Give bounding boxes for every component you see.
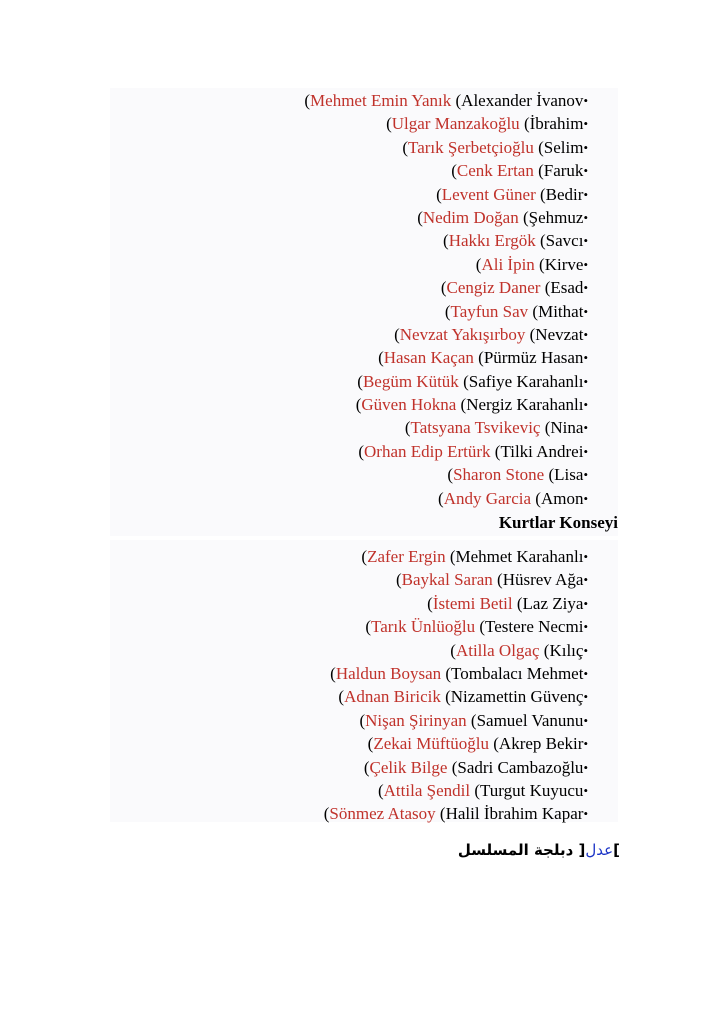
bullet-icon: • <box>583 443 588 459</box>
actor-name-link[interactable]: Haldun Boysan <box>335 663 442 683</box>
cast-list-main <box>304 89 588 510</box>
role-name: Lisa <box>554 465 584 485</box>
role-name: Laz Ziya <box>522 593 584 613</box>
role-name: Nina <box>550 418 584 438</box>
cast-list-item: (Sönmez Atasoy (Halil İbrahim Kapar• <box>323 804 588 824</box>
role-name: Turgut Kuyucu <box>480 780 584 800</box>
cast-list-item: (Cenk Ertan (Faruk• <box>451 161 588 181</box>
role-name: Testere Necmi <box>485 617 584 637</box>
cast-list-item: (Sharon Stone (Lisa• <box>447 465 588 485</box>
bullet-icon: • <box>583 619 588 635</box>
cast-list-item: (Haldun Boysan (Tombalacı Mehmet• <box>330 663 588 683</box>
role-name: Kirve <box>544 254 584 274</box>
cast-list-item: (Çelik Bilge (Sadri Cambazoğlu• <box>363 757 588 777</box>
bullet-icon: • <box>583 326 588 342</box>
open-paren: ( <box>443 231 449 251</box>
actor-name-link[interactable]: Hasan Kaçan <box>383 348 474 368</box>
bullet-icon: • <box>583 595 588 611</box>
open-paren: ( <box>396 570 402 590</box>
bullet-icon: • <box>583 467 588 483</box>
bullet-icon: • <box>583 163 588 179</box>
role-name: Akrep Bekir <box>498 734 584 754</box>
dubbing-heading-text: دبلجة المسلسل <box>457 841 574 859</box>
cast-list-item: (Attila Şendil (Turgut Kuyucu• <box>377 780 588 800</box>
cast-list-item: (Mehmet Emin Yanık (Alexander İvanov• <box>304 91 588 110</box>
cast-list-item: (Tayfun Sav (Mithat• <box>444 301 588 321</box>
cast-list-item: (Nişan Şirinyan (Samuel Vanunu• <box>359 710 588 730</box>
bullet-icon: • <box>583 116 588 132</box>
bullet-icon: • <box>583 350 588 366</box>
actor-name-link[interactable]: Hakkı Ergök <box>448 231 536 251</box>
actor-name-link[interactable]: Tarık Şerbetçioğlu <box>408 137 534 157</box>
open-paren: ( <box>427 593 433 613</box>
cast-list-item: (Ali İpin (Kirve• <box>475 254 588 274</box>
cast-list-item: (Güven Hokna (Nergiz Karahanlı• <box>355 395 588 415</box>
bullet-icon: • <box>583 689 588 705</box>
open-paren: ( <box>304 91 311 110</box>
open-paren: ( <box>361 547 368 566</box>
actor-name-link[interactable]: Zekai Müftüoğlu <box>373 734 489 754</box>
cast-list-item: (Levent Güner (Bedir• <box>436 184 588 204</box>
actor-name-link[interactable]: Tarık Ünlüoğlu <box>371 617 476 637</box>
open-paren: ( <box>355 395 362 415</box>
role-name: Sadri Cambazoğlu <box>457 757 584 777</box>
role-name: Faruk <box>543 161 584 181</box>
actor-name-link[interactable]: Tayfun Sav <box>450 301 529 321</box>
bullet-icon: • <box>583 303 588 319</box>
role-name: Nevzat <box>535 324 584 344</box>
role-name: Esad <box>550 278 584 298</box>
open-paren: ( <box>394 324 400 344</box>
bullet-icon: • <box>583 373 588 389</box>
actor-name-link[interactable]: Güven Hokna <box>361 395 457 415</box>
cast-list-item: (Cengiz Daner (Esad• <box>440 278 588 298</box>
role-name: Bedir <box>545 184 584 204</box>
actor-name-link[interactable]: Ulgar Manzakoğlu <box>391 114 520 134</box>
bullet-icon: • <box>583 420 588 436</box>
actor-name-link[interactable]: Levent Güner <box>441 184 536 204</box>
cast-list-item: (Baykal Saran (Hüsrev Ağa• <box>396 570 588 590</box>
actor-name-link[interactable]: Mehmet Emin Yanık <box>310 91 452 110</box>
cast-list-item: (Adnan Biricik (Nizamettin Güvenç• <box>338 687 588 707</box>
cast-list-item: (Nevzat Yakışırboy (Nevzat• <box>394 324 588 344</box>
cast-list-item: (Tarık Ünlüoğlu (Testere Necmi• <box>365 617 588 637</box>
bullet-icon: • <box>583 549 588 564</box>
actor-name-link[interactable]: Sharon Stone <box>453 465 545 485</box>
cast-list-item: (Nedim Doğan (Şehmuz• <box>417 207 588 227</box>
bullet-icon: • <box>583 759 588 775</box>
open-paren: ( <box>402 137 409 157</box>
open-paren: ( <box>377 780 384 800</box>
bullet-icon: • <box>583 712 588 728</box>
open-paren: ( <box>386 114 392 134</box>
actor-name-link[interactable]: Baykal Saran <box>401 570 493 590</box>
actor-name-link[interactable]: Atilla Olgaç <box>455 640 540 660</box>
actor-name-link[interactable]: Çelik Bilge <box>369 757 448 777</box>
role-name: Tombalacı Mehmet <box>451 663 584 683</box>
open-paren: ( <box>378 348 384 368</box>
bullet-icon: • <box>583 186 588 202</box>
open-paren: ( <box>330 663 336 683</box>
role-name: Kılıç <box>549 640 584 660</box>
cast-list-item: (Andy Garcia (Amon• <box>438 488 588 508</box>
bullet-icon: • <box>583 209 588 225</box>
open-paren: ( <box>417 207 423 227</box>
actor-name-link[interactable]: Ali İpin <box>481 254 535 274</box>
cast-list-kurtlar-konseyi <box>324 545 588 826</box>
open-paren: ( <box>475 254 482 274</box>
cast-list-item: (Zekai Müftüoğlu (Akrep Bekir• <box>367 734 588 754</box>
bullet-icon: • <box>583 572 588 588</box>
role-name: Selim <box>543 137 584 157</box>
open-paren: ( <box>357 371 363 391</box>
role-name: Pürmüz Hasan <box>483 348 584 368</box>
role-name: İbrahim <box>529 114 584 134</box>
open-paren: ( <box>436 184 442 204</box>
role-name: Halil İbrahim Kapar <box>445 804 584 824</box>
role-name: Mithat <box>538 301 584 321</box>
bullet-icon: • <box>583 397 588 413</box>
actor-name-link[interactable]: Attila Şendil <box>383 780 471 800</box>
cast-list-item: (İstemi Betil (Laz Ziya• <box>427 593 588 613</box>
actor-name-link[interactable]: Cengiz Daner <box>446 278 541 298</box>
role-name: Nizamettin Güvenç <box>450 687 584 707</box>
open-paren: ( <box>367 734 374 754</box>
bullet-icon: • <box>583 139 588 155</box>
role-name: Amon <box>540 488 584 508</box>
role-name: Nergiz Karahanlı <box>466 395 584 415</box>
bullet-icon: • <box>583 280 588 296</box>
role-name: Alexander İvanov <box>461 91 584 110</box>
actor-name-link[interactable]: Nişan Şirinyan <box>365 710 467 730</box>
cast-list-item: (Tarık Şerbetçioğlu (Selim• <box>402 137 588 157</box>
open-paren: ( <box>323 804 330 824</box>
open-paren: ( <box>358 441 364 461</box>
open-paren: ( <box>444 301 451 321</box>
open-paren: ( <box>440 278 447 298</box>
open-paren: ( <box>363 757 370 777</box>
role-name: Hüsrev Ağa <box>502 570 584 590</box>
role-name: Şehmuz <box>528 207 584 227</box>
open-paren: ( <box>365 617 371 637</box>
actor-name-link[interactable]: İstemi Betil <box>432 593 513 613</box>
cast-list-item: (Hasan Kaçan (Pürmüz Hasan• <box>378 348 588 368</box>
actor-name-link[interactable]: Tatsyana Tsvikeviç <box>410 418 541 438</box>
role-name: Tilki Andrei <box>500 441 584 461</box>
cast-list-item: (Zafer Ergin (Mehmet Karahanlı• <box>361 547 588 566</box>
open-paren: ( <box>451 161 457 181</box>
actor-name-link[interactable]: Cenk Ertan <box>456 161 534 181</box>
bullet-icon: • <box>583 233 588 249</box>
open-paren: ( <box>338 687 345 707</box>
bullet-icon: • <box>583 490 588 506</box>
open-paren: ( <box>447 465 454 485</box>
bullet-icon: • <box>583 665 588 681</box>
edit-link[interactable]: عدل <box>585 841 614 859</box>
open-paren: ( <box>359 710 366 730</box>
section-heading-kurtlar-konseyi: Kurtlar Konseyi <box>498 513 618 532</box>
cast-list-item: (Begüm Kütük (Safiye Karahanlı• <box>357 371 588 391</box>
cast-list-item: (Tatsyana Tsvikeviç (Nina• <box>404 418 588 438</box>
actor-name-link[interactable]: Sönmez Atasoy <box>329 804 436 824</box>
open-paren: ( <box>404 418 411 438</box>
actor-name-link[interactable]: Nevzat Yakışırboy <box>399 324 526 344</box>
actor-name-link[interactable]: Nedim Doğan <box>422 207 519 227</box>
cast-list-item: (Atilla Olgaç (Kılıç• <box>450 640 588 660</box>
bullet-icon: • <box>583 806 588 822</box>
bullet-icon: • <box>583 642 588 658</box>
bullet-icon: • <box>583 93 588 108</box>
role-name: Mehmet Karahanlı <box>455 547 584 566</box>
cast-list-item: (Orhan Edip Ertürk (Tilki Andrei• <box>358 441 588 461</box>
section-heading-dubbing <box>458 838 620 862</box>
role-name: Safiye Karahanlı <box>468 371 584 391</box>
bullet-icon: • <box>583 782 588 798</box>
actor-name-link[interactable]: Andy Garcia <box>443 488 532 508</box>
cast-list-item: (Hakkı Ergök (Savcı• <box>443 231 588 251</box>
open-paren: ( <box>450 640 456 660</box>
cast-list-item: (Ulgar Manzakoğlu (İbrahim• <box>386 114 588 134</box>
bullet-icon: • <box>583 256 588 272</box>
open-paren: ( <box>438 488 444 508</box>
role-name: Samuel Vanunu <box>476 710 584 730</box>
role-name: Savcı <box>545 231 584 251</box>
actor-name-link[interactable]: Orhan Edip Ertürk <box>364 441 491 461</box>
edit-bracket-open: ] <box>613 841 620 859</box>
bullet-icon: • <box>583 736 588 752</box>
actor-name-link[interactable]: Adnan Biricik <box>344 687 441 707</box>
edit-bracket-close: [ <box>578 841 586 859</box>
actor-name-link[interactable]: Begüm Kütük <box>362 371 459 391</box>
actor-name-link[interactable]: Zafer Ergin <box>367 547 446 566</box>
